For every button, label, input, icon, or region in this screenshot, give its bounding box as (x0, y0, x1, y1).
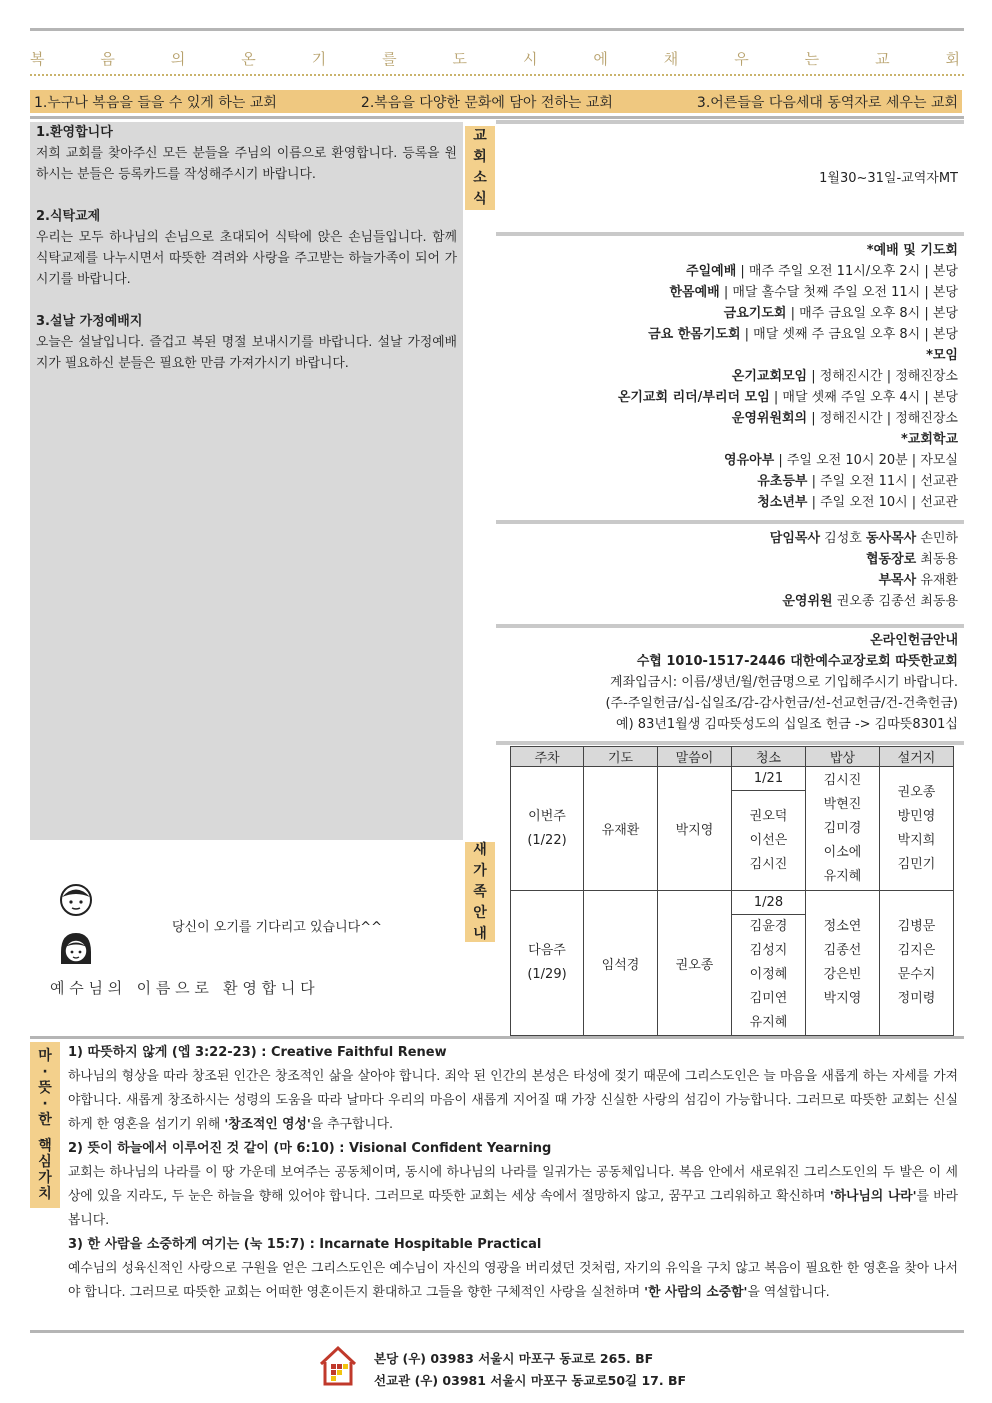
word-cell: 박지영 (658, 767, 732, 891)
worship-item-name: 금요 한몸기도회 (648, 327, 741, 342)
core-body-text: 을 추구합니다. (310, 1117, 394, 1132)
label-char: 회 (473, 149, 487, 165)
notice-title-1: 1.환영합니다 (36, 125, 113, 140)
table-header: 기도 (584, 747, 658, 767)
table-header: 말씀이 (658, 747, 732, 767)
label-char: 새 (473, 841, 487, 858)
staff-role: 동사목사 (865, 531, 917, 546)
notice-title-3: 3.설날 가정예배지 (36, 314, 143, 329)
label-char: 식 (473, 191, 487, 207)
week-label: 다음주 (528, 943, 566, 958)
label-char: 심 (38, 1154, 52, 1170)
school-item-name: 유초등부 (757, 474, 808, 489)
core-values-label (30, 1042, 60, 1208)
offering-account: 수협 1010-1517-2446 대한예수교장로회 따뜻한교회 (636, 654, 958, 669)
core-value-body (68, 1161, 958, 1233)
motto-char: 의 (170, 49, 186, 68)
address-block (374, 1348, 686, 1392)
label-char: 마 (38, 1048, 52, 1064)
offering-box (496, 624, 964, 740)
notice-body-3: 오늘은 설날입니다. 즐겁고 복된 명절 보내시기를 바랍니다. 설날 가정예배지가 필요하신 분들은 필요한 만큼 가져가시기 바랍니다. (36, 335, 457, 371)
worship-item (496, 324, 964, 345)
notices-panel (30, 122, 463, 840)
event-note: 1월30~31일-교역자MT (819, 171, 958, 186)
motto-char: 채 (663, 49, 679, 68)
duty-name: 김윤경 (749, 919, 788, 934)
worship-header (496, 240, 964, 261)
worship-item-detail: | 매달 홀수달 첫째 주일 오전 11시 | 본당 (719, 285, 958, 300)
table-header: 주차 (511, 747, 584, 767)
motto-char: 교 (875, 49, 890, 68)
worship-item-detail: | 매주 주일 오전 11시/오후 2시 | 본당 (736, 264, 958, 279)
duty-name: 정소연 (823, 919, 862, 934)
clean-cell (732, 915, 806, 1036)
staff-role: 담임목사 (769, 531, 820, 546)
core-bottom-rule (30, 1330, 964, 1333)
duty-name: 김지은 (897, 943, 936, 958)
duty-name: 박지영 (823, 991, 862, 1006)
label-char: · (42, 1064, 48, 1080)
girl-icon (58, 930, 94, 974)
meeting-item (496, 408, 964, 429)
duty-name: 김종선 (823, 943, 862, 958)
notice-title-2: 2.식탁교제 (36, 209, 101, 224)
school-item-detail: | 주일 오전 10시 | 선교관 (807, 495, 958, 510)
label-char: 교 (473, 128, 487, 144)
worship-item (496, 261, 964, 282)
core-value-title: 2) 뜻이 하늘에서 이루어진 것 같이 (마 6:10) : Visional Confident Yearning (68, 1141, 552, 1156)
clean-cell (732, 791, 806, 891)
core-emphasis: '창조적인 영성' (224, 1117, 311, 1132)
meeting-item (496, 387, 964, 408)
vision-1: 1.누구나 복음을 들을 수 있게 하는 교회 (34, 94, 277, 111)
label-char: 핵 (38, 1138, 52, 1154)
event-box (496, 120, 964, 230)
vision-rule (30, 116, 964, 119)
worship-item-name: 금요기도회 (723, 306, 787, 321)
vision-bar (30, 90, 962, 113)
core-values-text (68, 1041, 958, 1305)
staff-row (496, 591, 964, 612)
duty-name: 유지혜 (823, 868, 862, 884)
core-body-text: 하나님의 형상을 따라 창조된 인간은 창조적인 삶을 살아야 합니다. 죄악 된 인간의 본성은 타성에 젖기 때문에 그리스도인은 늘 마음을 새롭게 하는 자세를 가져야합니다. 새롭게 창조하시는 성령의 도움을 따라 날마다 우리의 마음이 새롭게 지어질 때 가장 신실한 사랑의 섬김이 가능합니다. 그러므로 따뜻한 교회는 신실하게 한 영혼을 섬기기 위해 (68, 1069, 958, 1132)
clean-date-cell: 1/21 (732, 767, 806, 791)
core-value-body (68, 1065, 958, 1137)
school-item (496, 450, 964, 471)
school-item (496, 492, 964, 513)
motto-char: 를 (382, 49, 397, 68)
label-char: 내 (473, 925, 487, 942)
duty-name: 이선은 (749, 832, 788, 848)
staff-box (496, 520, 964, 620)
core-body-text: 를 바라봅니다. (68, 1189, 959, 1228)
worship-item-detail: | 매주 금요일 오후 8시 | 본당 (786, 306, 958, 321)
staff-name: 손민하 (916, 531, 958, 546)
week-cell (511, 891, 584, 1036)
motto-char: 에 (593, 49, 608, 68)
duty-name: 박지희 (897, 832, 936, 848)
prayer-cell: 임석경 (584, 891, 658, 1036)
label-char: 뜻 (38, 1080, 52, 1096)
duty-name: 김병문 (897, 919, 936, 934)
meeting-header (496, 345, 964, 366)
church-motto (30, 44, 960, 72)
motto-char: 복 (30, 49, 45, 68)
core-body-text: 교회는 하나님의 나라를 이 땅 가운데 보여주는 공동체이며, 동시에 하나님의 나라를 일궈가는 공동체입니다. 복음 안에서 새로워진 그리스도인의 두 발은 이 세상에 있을 지라도, 두 눈은 하늘을 향해 있어야 합니다. 그러므로 따뜻한 교회는 세상 속에서 절망하지 않고, 꿈꾸고 그리워하고 확신하며 (68, 1165, 958, 1204)
week-label: 이번주 (528, 808, 566, 824)
church-logo-icon (318, 1344, 358, 1392)
dish-cell (880, 767, 954, 891)
motto-char: 기 (311, 49, 327, 68)
meeting-item (496, 366, 964, 387)
table-row (511, 891, 954, 915)
motto-char: 음 (100, 49, 115, 68)
duty-name: 김시진 (749, 856, 788, 872)
motto-underline (30, 74, 964, 76)
staff-name: 최동용 (916, 552, 958, 567)
meal-cell (806, 891, 880, 1036)
worship-item-detail: | 매달 셋째 주 금요일 오후 8시 | 본당 (740, 327, 958, 342)
boy-icon (58, 882, 94, 922)
meeting-item-detail: | 매달 셋째 주일 오후 4시 | 본당 (769, 390, 958, 405)
worship-item-name: 주일예배 (686, 264, 737, 279)
meeting-item-detail: | 정해진시간 | 정해진장소 (807, 369, 958, 384)
school-header-name: *교회학교 (900, 432, 958, 447)
staff-role: 협동장로 (865, 552, 917, 567)
label-char: 치 (38, 1186, 52, 1202)
staff-name: 권오종 김종선 최동용 (832, 594, 958, 609)
motto-char: 는 (804, 49, 820, 68)
staff-name: 유재환 (916, 573, 958, 588)
label-char: 안 (473, 904, 487, 921)
meeting-item-detail: | 정해진시간 | 정해진장소 (807, 411, 958, 426)
school-item-detail: | 주일 오전 11시 | 선교관 (807, 474, 958, 489)
duty-name: 김시진 (823, 772, 862, 788)
staff-role: 부목사 (878, 573, 917, 588)
label-char: · (42, 1096, 48, 1112)
table-header: 설거지 (880, 747, 954, 767)
top-rule (30, 28, 964, 31)
table-header: 청소 (732, 747, 806, 767)
week-date: (1/22) (527, 832, 567, 848)
duty-name: 문수지 (897, 967, 936, 982)
school-item-detail: | 주일 오전 10시 20분 | 자모실 (774, 453, 958, 468)
core-emphasis: '하나님의 나라' (829, 1189, 917, 1204)
offering-title: 온라인헌금안내 (870, 633, 958, 648)
staff-row (496, 570, 964, 591)
duty-name: 권오종 (897, 784, 936, 800)
duty-name: 유지혜 (749, 1015, 788, 1030)
worship-item-name: 한몸예배 (669, 285, 720, 300)
worship-item (496, 282, 964, 303)
core-emphasis: '한 사람의 소중함' (644, 1285, 748, 1300)
week-date: (1/29) (527, 967, 567, 982)
clean-date-cell: 1/28 (732, 891, 806, 915)
core-top-rule (30, 1036, 964, 1039)
duty-name: 김미연 (749, 991, 788, 1006)
duty-table (510, 746, 954, 1036)
staff-row (496, 528, 964, 549)
notice-body-1: 저희 교회를 찾아주신 모든 분들을 주님의 이름으로 환영합니다. 등록을 원하시는 분들은 등록카드를 작성해주시기 바랍니다. (36, 146, 457, 182)
word-cell: 권오종 (658, 891, 732, 1036)
label-char: 소 (473, 170, 487, 186)
name-welcome: 예 수 님 의 이 름 으 로 환 영 합 니 다 (50, 979, 315, 997)
label-char: 가 (38, 1170, 52, 1186)
core-value-title: 3) 한 사람을 소중하게 여기는 (눅 15:7) : Incarnate Hospitable Practical (68, 1237, 542, 1252)
address-main: 본당 (우) 03983 서울시 마포구 동교로 265. BF (374, 1351, 654, 1366)
worship-header-name: *예배 및 기도회 (866, 243, 958, 258)
table-row (511, 767, 954, 791)
school-item (496, 471, 964, 492)
offering-line-3: 예) 83년1월생 김따뜻성도의 십일조 헌금 -> 김따뜻8301십 (616, 717, 958, 732)
school-item-name: 영유아부 (723, 453, 775, 468)
offering-line-2: (주-주일헌금/십-십일조/감-감사헌금/선-선교헌금/건-건축헌금) (605, 696, 958, 711)
notice-body-2: 우리는 모두 하나님의 손님으로 초대되어 식탁에 앉은 손님들입니다. 함께 식탁교제를 나누시면서 따뜻한 격려와 사랑을 주고받는 하늘가족이 되어 가시기를 바랍니다. (36, 230, 457, 287)
duty-name: 박현진 (823, 796, 862, 812)
vision-3: 3.어른들을 다음세대 동역자로 세우는 교회 (696, 94, 958, 111)
church-news-label (465, 126, 495, 210)
duty-name: 정미령 (897, 991, 936, 1006)
waiting-message: 당신이 오기를 기다리고 있습니다^^ (172, 920, 382, 935)
staff-row (496, 549, 964, 570)
duty-name: 권오덕 (749, 808, 788, 824)
dish-cell (880, 891, 954, 1036)
meeting-item-name: 온기교회모임 (731, 369, 808, 384)
meeting-item-name: 온기교회 리더/부리더 모임 (617, 390, 770, 405)
core-body-text: 을 역설합니다. (747, 1285, 830, 1300)
duty-name: 김성지 (749, 943, 788, 958)
motto-char: 온 (241, 49, 256, 68)
worship-item (496, 303, 964, 324)
table-header: 밥상 (806, 747, 880, 767)
duty-name: 강은빈 (823, 967, 862, 982)
core-body-text: 예수님의 성육신적인 사랑으로 구원을 얻은 그리스도인은 예수님이 자신의 영광을 버리셨던 것처럼, 자기의 유익을 구치 않고 복음이 필요한 한 영혼을 찾아 나서야 합니다. 그러므로 따뜻한 교회는 어떠한 영혼이든지 환대하고 그들을 향한 구체적인 사랑을 실천하며 (68, 1261, 958, 1300)
duty-table-wrap (510, 746, 954, 1036)
week-cell (511, 767, 584, 891)
duty-name: 이소에 (823, 844, 862, 860)
worship-box (496, 232, 964, 516)
core-value-body (68, 1257, 958, 1305)
duty-name: 이정혜 (749, 967, 788, 982)
meeting-header-name: *모임 (926, 348, 958, 363)
offering-line-1: 계좌입금시: 이름/생년/월/헌금명으로 기입해주시기 바랍니다. (610, 675, 958, 690)
label-char: 족 (473, 883, 487, 900)
motto-char: 도 (452, 49, 468, 68)
school-item-name: 청소년부 (757, 495, 808, 510)
motto-char: 우 (734, 49, 749, 68)
staff-role: 운영위원 (782, 594, 833, 609)
duty-name: 김민기 (897, 856, 936, 872)
staff-name: 김성호 (820, 531, 866, 546)
motto-char: 회 (945, 49, 960, 68)
duty-name: 방민영 (897, 808, 936, 824)
meal-cell (806, 767, 880, 891)
offering-rule (496, 741, 964, 745)
label-char: 한 (38, 1112, 52, 1128)
newcomer-label (465, 842, 495, 942)
prayer-cell: 유재환 (584, 767, 658, 891)
motto-char: 시 (522, 49, 538, 68)
duty-name: 김미경 (823, 820, 862, 836)
core-value-title: 1) 따뜻하지 않게 (엡 3:22-23) : Creative Faithful Renew (68, 1045, 447, 1060)
vision-2: 2.복음을 다양한 문화에 담아 전하는 교회 (360, 94, 613, 111)
meeting-item-name: 운영위원회의 (731, 411, 808, 426)
address-mission: 선교관 (우) 03981 서울시 마포구 동교로50길 17. BF (374, 1373, 687, 1388)
school-header (496, 429, 964, 450)
label-char: 가 (473, 862, 487, 879)
